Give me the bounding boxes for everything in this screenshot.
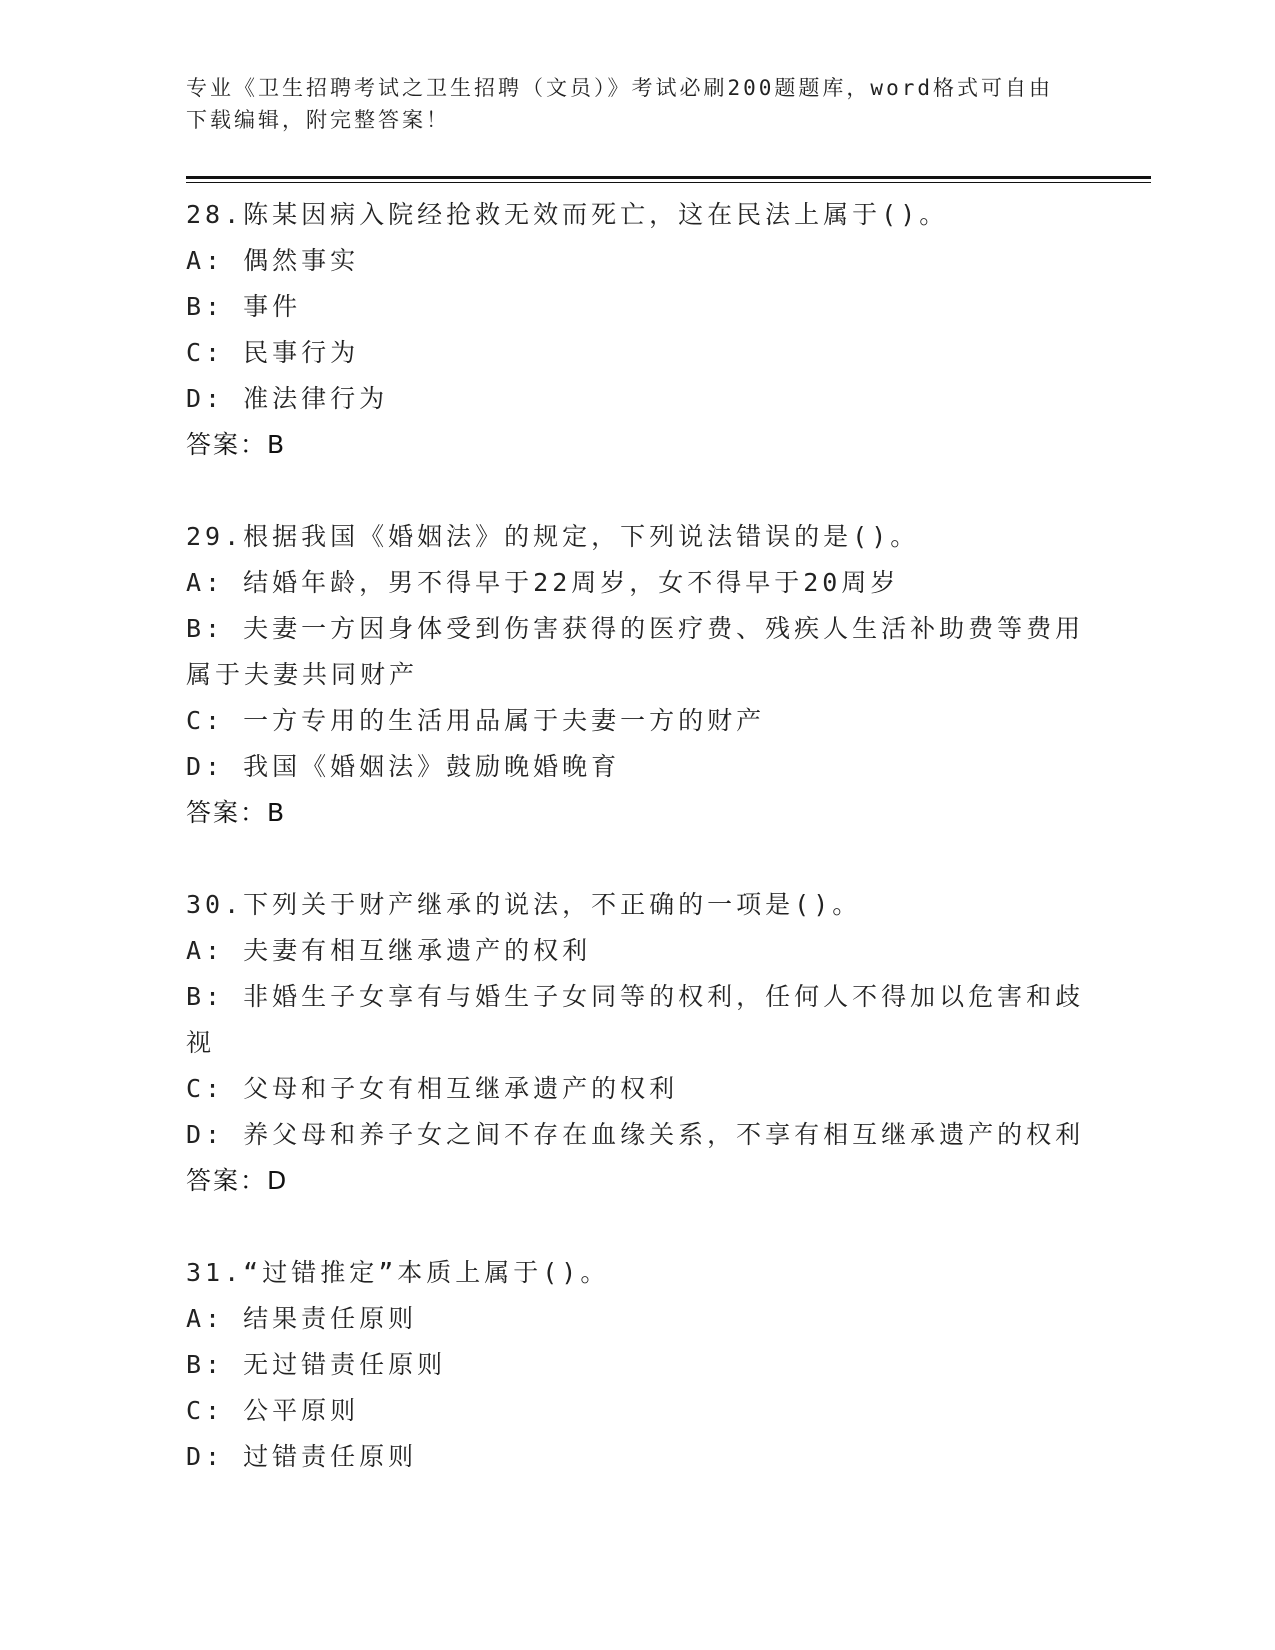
option-c: C: 公平原则 — [186, 1396, 360, 1425]
question-stem: 31.“过错推定”本质上属于()。 — [186, 1258, 610, 1287]
option-b: B: 非婚生子女享有与婚生子女同等的权利，任何人不得加以危害和歧视 — [186, 982, 1085, 1057]
document-header: 专业《卫生招聘考试之卫生招聘（文员）》考试必刷200题题库，word格式可自由下载编辑，附完整答案！ — [186, 76, 1053, 132]
option-a: A: 结果责任原则 — [186, 1304, 418, 1333]
question-stem: 29.根据我国《婚姻法》的规定，下列说法错误的是()。 — [186, 522, 920, 551]
option-d: D: 养父母和养子女之间不存在血缘关系，不享有相互继承遗产的权利 — [186, 1120, 1085, 1149]
header-divider-thin — [186, 182, 1151, 183]
question-stem: 28.陈某因病入院经抢救无效而死亡，这在民法上属于()。 — [186, 200, 949, 229]
option-d: D: 过错责任原则 — [186, 1442, 418, 1471]
option-c: C: 民事行为 — [186, 338, 360, 367]
question-29 — [186, 514, 1086, 836]
question-list — [186, 192, 1086, 1526]
question-28 — [186, 192, 1086, 468]
option-b: B: 事件 — [186, 292, 302, 321]
option-c: C: 一方专用的生活用品属于夫妻一方的财产 — [186, 706, 766, 735]
question-31 — [186, 1250, 1086, 1480]
option-a: A: 偶然事实 — [186, 246, 360, 275]
option-a: A: 结婚年龄，男不得早于22周岁，女不得早于20周岁 — [186, 568, 900, 597]
option-b: B: 夫妻一方因身体受到伤害获得的医疗费、残疾人生活补助费等费用属于夫妻共同财产 — [186, 614, 1085, 689]
option-b: B: 无过错责任原则 — [186, 1350, 447, 1379]
header-divider-thick — [186, 176, 1151, 179]
option-c: C: 父母和子女有相互继承遗产的权利 — [186, 1074, 679, 1103]
option-d: D: 准法律行为 — [186, 384, 389, 413]
question-30 — [186, 882, 1086, 1204]
answer-line: 答案：B — [186, 430, 287, 459]
question-stem: 30.下列关于财产继承的说法，不正确的一项是()。 — [186, 890, 862, 919]
option-d: D: 我国《婚姻法》鼓励晚婚晚育 — [186, 752, 621, 781]
answer-line: 答案：B — [186, 798, 287, 827]
answer-line: 答案：D — [186, 1166, 289, 1195]
option-a: A: 夫妻有相互继承遗产的权利 — [186, 936, 592, 965]
